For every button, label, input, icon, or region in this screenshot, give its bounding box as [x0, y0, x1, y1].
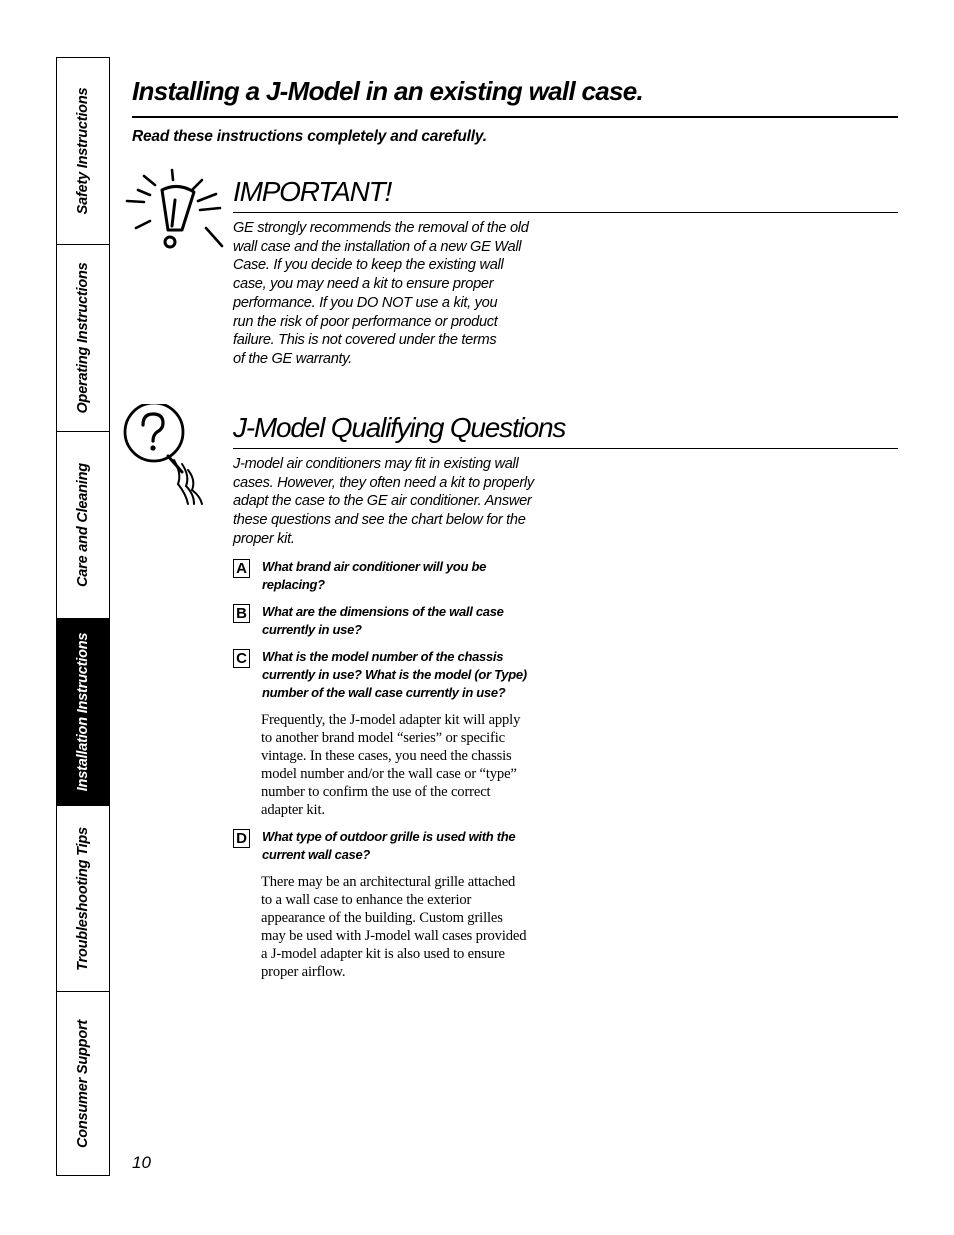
tab-label: Troubleshooting Tips [75, 826, 91, 971]
question-letter-badge: B [233, 604, 250, 623]
text-line: What brand air conditioner will you be [262, 559, 487, 574]
exclamation-icon [124, 168, 224, 254]
text-line: of the GE warranty. [233, 350, 352, 367]
text-line: replacing? [262, 577, 325, 592]
page-subtitle: Read these instructions completely and carefully. [132, 128, 487, 145]
text-line: current wall case? [262, 847, 371, 862]
tab-consumer-support[interactable] [57, 992, 109, 1175]
text-line: vintage. In these cases, you need the chassis [261, 748, 512, 764]
question-letter-badge: D [233, 829, 250, 848]
text-line: number of the wall case currently in use? [262, 685, 506, 700]
question-letter-badge: A [233, 559, 250, 578]
text-line: appearance of the building. Custom grilles [261, 910, 503, 926]
text-line: may be used with J-model wall cases provided [261, 928, 527, 944]
important-rule [233, 212, 898, 213]
question-text [262, 648, 532, 702]
note-c [261, 711, 561, 819]
text-line: There may be an architectural grille attached [261, 874, 516, 890]
text-line: GE strongly recommends the removal of the old [233, 220, 529, 236]
text-line: What are the dimensions of the wall case [262, 604, 504, 619]
question-text [262, 828, 532, 864]
text-line: Case. If you decide to keep the existing wall [233, 257, 504, 274]
text-line: adapter kit. [261, 802, 325, 818]
text-line: currently in use? [262, 622, 362, 637]
section-tabs [56, 57, 110, 1176]
text-line: wall case and the installation of a new GE Wall [233, 238, 522, 255]
tab-label: Care and Cleaning [75, 463, 91, 587]
tab-installation-instructions[interactable] [57, 619, 109, 806]
text-line: number to confirm the use of the correct [261, 784, 491, 800]
text-line: run the risk of poor performance or product [233, 313, 498, 330]
text-line: these questions and see the chart below for the [233, 512, 526, 529]
important-heading: IMPORTANT! [233, 176, 392, 207]
qualifying-intro [233, 455, 563, 549]
text-line: failure. This is not covered under the terms [233, 332, 497, 349]
question-letter-badge: C [233, 649, 250, 668]
tab-care-and-cleaning[interactable] [57, 432, 109, 619]
tab-label: Safety Instructions [75, 87, 91, 215]
text-line: model number and/or the wall case or “type” [261, 766, 517, 782]
text-line: performance. If you DO NOT use a kit, you [233, 294, 498, 311]
question-text [262, 558, 532, 594]
page-title: Installing a J-Model in an existing wall case. [132, 76, 644, 106]
text-line: to a wall case to enhance the exterior [261, 892, 472, 908]
text-line: cases. However, they often need a kit to properly [233, 474, 534, 491]
tab-label: Consumer Support [75, 1019, 91, 1148]
text-line: What type of outdoor grille is used with the [262, 829, 516, 844]
text-line: case, you may need a kit to ensure proper [233, 276, 494, 293]
text-line: proper airflow. [261, 964, 346, 980]
text-line: to another brand model “series” or specific [261, 730, 505, 746]
tab-label: Installation Instructions [75, 632, 91, 792]
text-line: J-model air conditioners may fit in existing wall [233, 456, 519, 472]
qualifying-rule [233, 448, 898, 449]
page-number: 10 [132, 1153, 151, 1172]
tab-safety-instructions[interactable] [57, 58, 109, 245]
tab-operating-instructions[interactable] [57, 245, 109, 432]
text-line: a J-model adapter kit is also used to ensure [261, 946, 505, 962]
qualifying-heading: J-Model Qualifying Questions [233, 412, 566, 443]
note-d [261, 873, 561, 981]
text-line: proper kit. [233, 530, 295, 547]
text-line: currently in use? What is the model (or Type) [262, 667, 527, 682]
question-icon [122, 404, 210, 510]
title-rule [132, 116, 898, 118]
question-text [262, 603, 532, 639]
text-line: What is the model number of the chassis [262, 649, 504, 664]
text-line: adapt the case to the GE air conditioner. Answer [233, 493, 532, 510]
tab-label: Operating Instructions [75, 262, 91, 414]
important-text [233, 219, 563, 369]
text-line: Frequently, the J-model adapter kit will apply [261, 712, 521, 728]
tab-troubleshooting-tips[interactable] [57, 806, 109, 992]
